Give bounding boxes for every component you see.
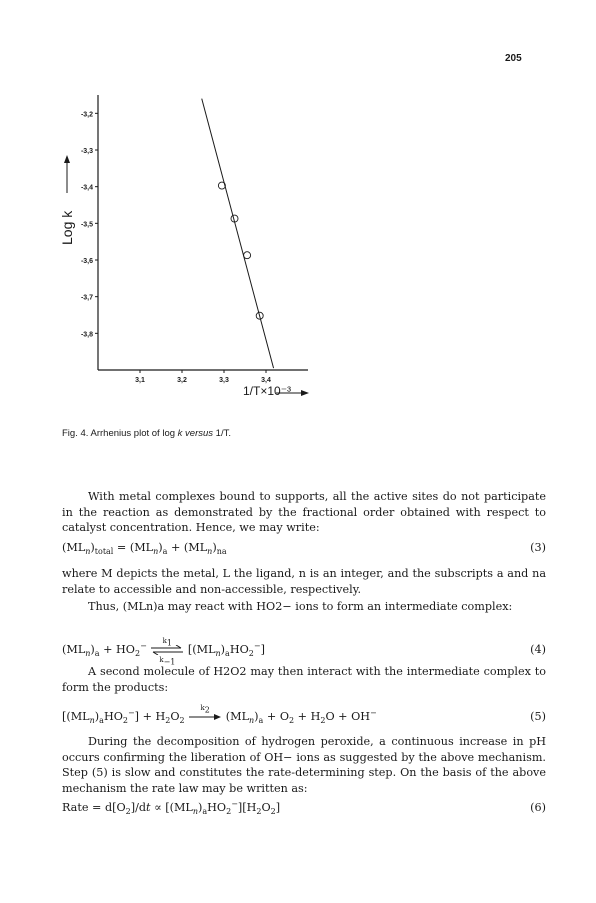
x-axis-label-arrowhead (301, 390, 309, 396)
arrhenius-chart (0, 0, 596, 420)
equation-3: $(ML_n)_{total} = (ML_n)_a + (ML_n)_{na}$ (3) (62, 541, 546, 557)
fit-line-group (202, 99, 274, 369)
y-axis-label-arrowhead (64, 155, 70, 163)
paragraph-4: A second molecule of H2O2 may then interact with the intermediate complex to form the products: (62, 665, 546, 694)
equation-3-number: (3) (530, 541, 546, 554)
page-number: 205 (505, 53, 522, 64)
equilibrium-arrow: $k_1$ $k_{-1}$ (150, 642, 184, 658)
x-tick-label: 3,2 (177, 377, 187, 384)
y-tick-label: -3,4 (80, 184, 93, 192)
y-axis-ticks (81, 111, 98, 338)
paragraph-2: where M depicts the metal, L the ligand, n is an integer, and the subscripts a and na relate to accessible and non-accessible, respectively. (62, 567, 546, 596)
paragraph-5: During the decomposition of hydrogen peroxide, a continuous increase in pH occurs confirming the liberation of OH− ions as suggested by the above mechanism. Step (5) is slow and constitutes the rate-determining step. On the basis of the above mechanism the rate law may be written as: (62, 735, 546, 795)
data-point (244, 252, 251, 259)
y-axis-label: Log k (59, 210, 75, 245)
x-tick-label: 3,3 (219, 377, 229, 384)
y-tick-label: -3,7 (80, 294, 93, 302)
x-axis-label-group (243, 384, 309, 398)
y-tick-label: -3,5 (80, 221, 93, 229)
y-tick-label: -3,6 (80, 258, 93, 265)
x-tick-label: 3,4 (261, 377, 271, 384)
y-tick-label: -3,8 (80, 331, 93, 339)
caption-k: k (177, 428, 183, 439)
x-axis-label: 1/T×10⁻³ (243, 384, 292, 398)
equation-5: $[(ML_n)_aHO_2^-] + H_2O_2$ $k_2$ $(ML_n)_a + O_2 + H_2O + OH^-$ (5) (62, 704, 546, 726)
forward-arrow: $k_2$ (188, 709, 222, 725)
paragraph-1: With metal complexes bound to supports, all the active sites do not participate in the reaction as demonstrated by the fractional order obtained with respect to catalyst concentration. Hence, we may write: (62, 490, 546, 535)
caption-versus: versus (182, 428, 216, 439)
equation-4-number: (4) (530, 643, 546, 656)
y-tick-label: -3,3 (80, 148, 93, 155)
data-point (218, 182, 225, 189)
x-axis-ticks (135, 370, 271, 384)
equation-6: Rate = $d[O_2]/dt \propto [(ML_n)_aHO_2^-][H_2O_2]$ (6) (62, 799, 546, 817)
paragraph-3: Thus, (MLn)a may react with HO2− ions to form an intermediate complex: (88, 600, 513, 613)
y-axis-label-group (59, 155, 75, 245)
y-tick-label: -3,2 (80, 111, 93, 119)
data-points (218, 182, 263, 319)
fit-line (202, 99, 274, 369)
caption-suffix: 1/T. (215, 428, 231, 439)
equation-4: $(ML_n)_a + HO_2^-$ $k_1$ $k_{-1}$ $[(ML_n)_aHO_2^-]$ (4) (62, 637, 546, 667)
chart-axes (98, 95, 308, 370)
figure-caption (62, 428, 231, 439)
caption-prefix: Fig. 4. Arrhenius plot of log (62, 428, 178, 439)
x-tick-label: 3,1 (135, 377, 145, 384)
equation-6-number: (6) (530, 801, 546, 814)
equation-5-number: (5) (530, 710, 546, 723)
